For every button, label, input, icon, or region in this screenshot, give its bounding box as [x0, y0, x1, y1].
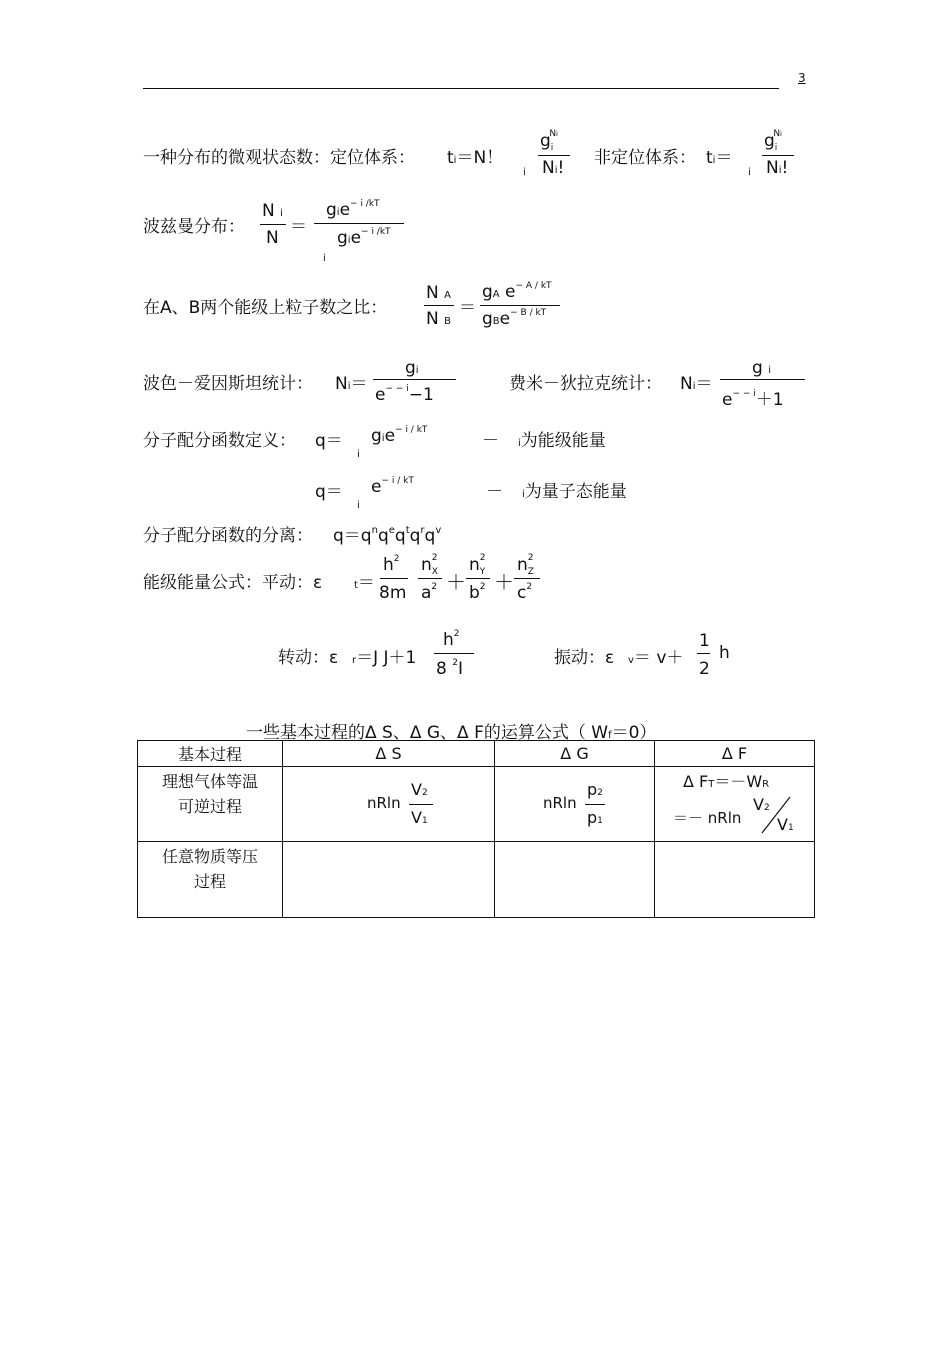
df-line1: Δ FT＝－WR	[683, 772, 770, 791]
plus-2: ＋	[494, 570, 514, 594]
n-denominator: N	[266, 228, 279, 248]
q-equals: q＝	[315, 431, 343, 451]
fraction-bar-x	[418, 578, 442, 579]
numerator: g i	[752, 358, 771, 378]
h-squared: $h^2$	[383, 554, 400, 575]
note-1: i为能级能量	[518, 431, 606, 451]
denominator: gie$^{- i /kT}$	[337, 227, 391, 248]
df-den: V1	[777, 815, 794, 834]
ny-term: n 2 Y	[469, 553, 486, 577]
b-squared: $b^2$	[469, 582, 486, 603]
fraction-bar	[697, 653, 710, 654]
ds-cell	[283, 767, 495, 842]
dg-num: p2	[587, 780, 603, 799]
product-index: i	[523, 167, 526, 178]
separation-label: 分子配分函数的分离：	[143, 526, 313, 546]
dg-cell	[495, 767, 655, 842]
numerator: gA $e^{- A / kT}$	[482, 281, 552, 302]
nonlocal-label: 非定位体系：	[594, 148, 696, 168]
ni-numerator: N i	[262, 201, 283, 221]
dash-2: －	[486, 482, 503, 502]
eps-t: t＝	[354, 573, 375, 593]
rot-label: 转动：ε	[278, 648, 339, 668]
ds-den: V1	[411, 808, 428, 827]
product-index-2: i	[748, 167, 751, 178]
numerator: gie$^{- i /kT}$	[326, 199, 380, 220]
separation-formula: $q=q^nq^eq^tq^rq^v$	[333, 525, 442, 546]
df-cell	[655, 767, 815, 842]
fraction-bar	[380, 578, 408, 579]
equals: ＝	[290, 217, 307, 237]
nz-term: n 2 Z	[517, 553, 534, 577]
rot-den: 8 $^2$I	[436, 658, 463, 679]
summand-2: $e^{- i / kT}$	[371, 476, 414, 497]
fraction-bar	[260, 224, 286, 225]
header-process: 基本过程	[138, 741, 283, 767]
sum-index-2: i	[357, 500, 360, 511]
df-line2: ＝－ nRln	[673, 809, 742, 827]
plus-1: ＋	[446, 570, 466, 594]
microstates-label: 一种分布的微观状态数：定位体系：	[143, 148, 415, 168]
fraction-bar	[424, 305, 454, 306]
numerator: gi	[405, 358, 419, 378]
dg-cell	[495, 842, 655, 918]
vib-formula: v＝ v＋	[628, 648, 684, 668]
denominator: $e^{- - i}+1$	[722, 389, 784, 410]
header-rule	[143, 88, 779, 89]
ds-cell	[283, 842, 495, 918]
denominator: gBe$^{- B / kT}$	[482, 308, 547, 329]
na: N A	[426, 283, 451, 303]
dg-prefix: nRln	[543, 794, 577, 812]
ti-symbol-2: ti＝	[706, 148, 733, 168]
header-ds: Δ S	[283, 741, 495, 767]
ratio-label: 在A、B两个能级上粒子数之比：	[143, 298, 388, 318]
ni: Ni＝	[680, 374, 713, 394]
header-page-number: 3	[798, 71, 806, 85]
vib-label: 振动：ε	[554, 648, 615, 668]
fraction-bar	[373, 379, 456, 380]
ds-bar	[409, 804, 433, 805]
q-equals-2: q＝	[315, 482, 343, 502]
df-num: V2	[753, 795, 770, 814]
process-cell: 理想气体等温可逆过程	[138, 767, 283, 842]
boltzmann-label: 波兹曼分布：	[143, 217, 245, 237]
ti-symbol: ti＝N！	[447, 148, 504, 168]
h: h	[719, 643, 730, 663]
df-cell	[655, 842, 815, 918]
fraction-bar	[538, 155, 570, 156]
two: 2	[699, 659, 710, 679]
table-row	[138, 767, 815, 842]
denominator: $e^{- - i}-1$	[375, 384, 434, 405]
partition-label: 分子配分函数定义：	[143, 431, 296, 451]
table-header-row	[138, 741, 815, 767]
fraction-bar-2	[762, 155, 794, 156]
gi-power-2: $g_i^{Ni}$	[764, 129, 782, 153]
a-squared: $a^2$	[421, 582, 438, 603]
dg-bar	[585, 804, 605, 805]
gi-power: $g_i^{Ni}$	[540, 129, 558, 153]
table-row	[138, 842, 815, 918]
fermi-label: 费米－狄拉克统计：	[509, 374, 662, 394]
rot-h2: $h^2$	[443, 629, 460, 650]
eight-m: 8m	[379, 583, 407, 603]
dash-1: －	[482, 431, 499, 451]
table-caption: 一些基本过程的Δ S、Δ G、Δ F的运算公式（ Wf＝0）	[246, 723, 657, 743]
summand-1: gie$^{- i / kT}$	[371, 425, 428, 446]
one: 1	[699, 631, 710, 651]
fraction-bar-2	[314, 223, 404, 224]
note-2: i为量子态能量	[522, 482, 627, 502]
sum-index: i	[357, 449, 360, 460]
fraction-bar-y	[466, 578, 490, 579]
fraction-bar-z	[514, 578, 540, 579]
c-squared: $c^2$	[517, 582, 533, 603]
header-dg: Δ G	[495, 741, 655, 767]
fraction-bar-2	[480, 305, 560, 306]
dg-den: p1	[587, 808, 603, 827]
ni-factorial-2: Ni!	[766, 158, 789, 178]
ds-prefix: nRln	[367, 794, 401, 812]
ni: Ni＝	[335, 374, 368, 394]
rot-formula: r＝J J＋1	[352, 648, 417, 668]
nx-term: n 2 X	[421, 553, 438, 577]
fraction-bar	[434, 653, 474, 654]
fraction-bar	[720, 379, 805, 380]
energy-label: 能级能量公式：平动：ε	[143, 573, 323, 593]
equals: ＝	[459, 298, 476, 318]
thermo-table	[137, 740, 815, 918]
sum-index: i	[323, 253, 326, 264]
ds-num: V2	[411, 780, 428, 799]
bose-label: 波色－爱因斯坦统计：	[143, 374, 313, 394]
ni-factorial: Ni!	[542, 158, 565, 178]
header-df: Δ F	[655, 741, 815, 767]
nb: N B	[426, 309, 451, 329]
process-cell: 任意物质等压过程	[138, 842, 283, 918]
